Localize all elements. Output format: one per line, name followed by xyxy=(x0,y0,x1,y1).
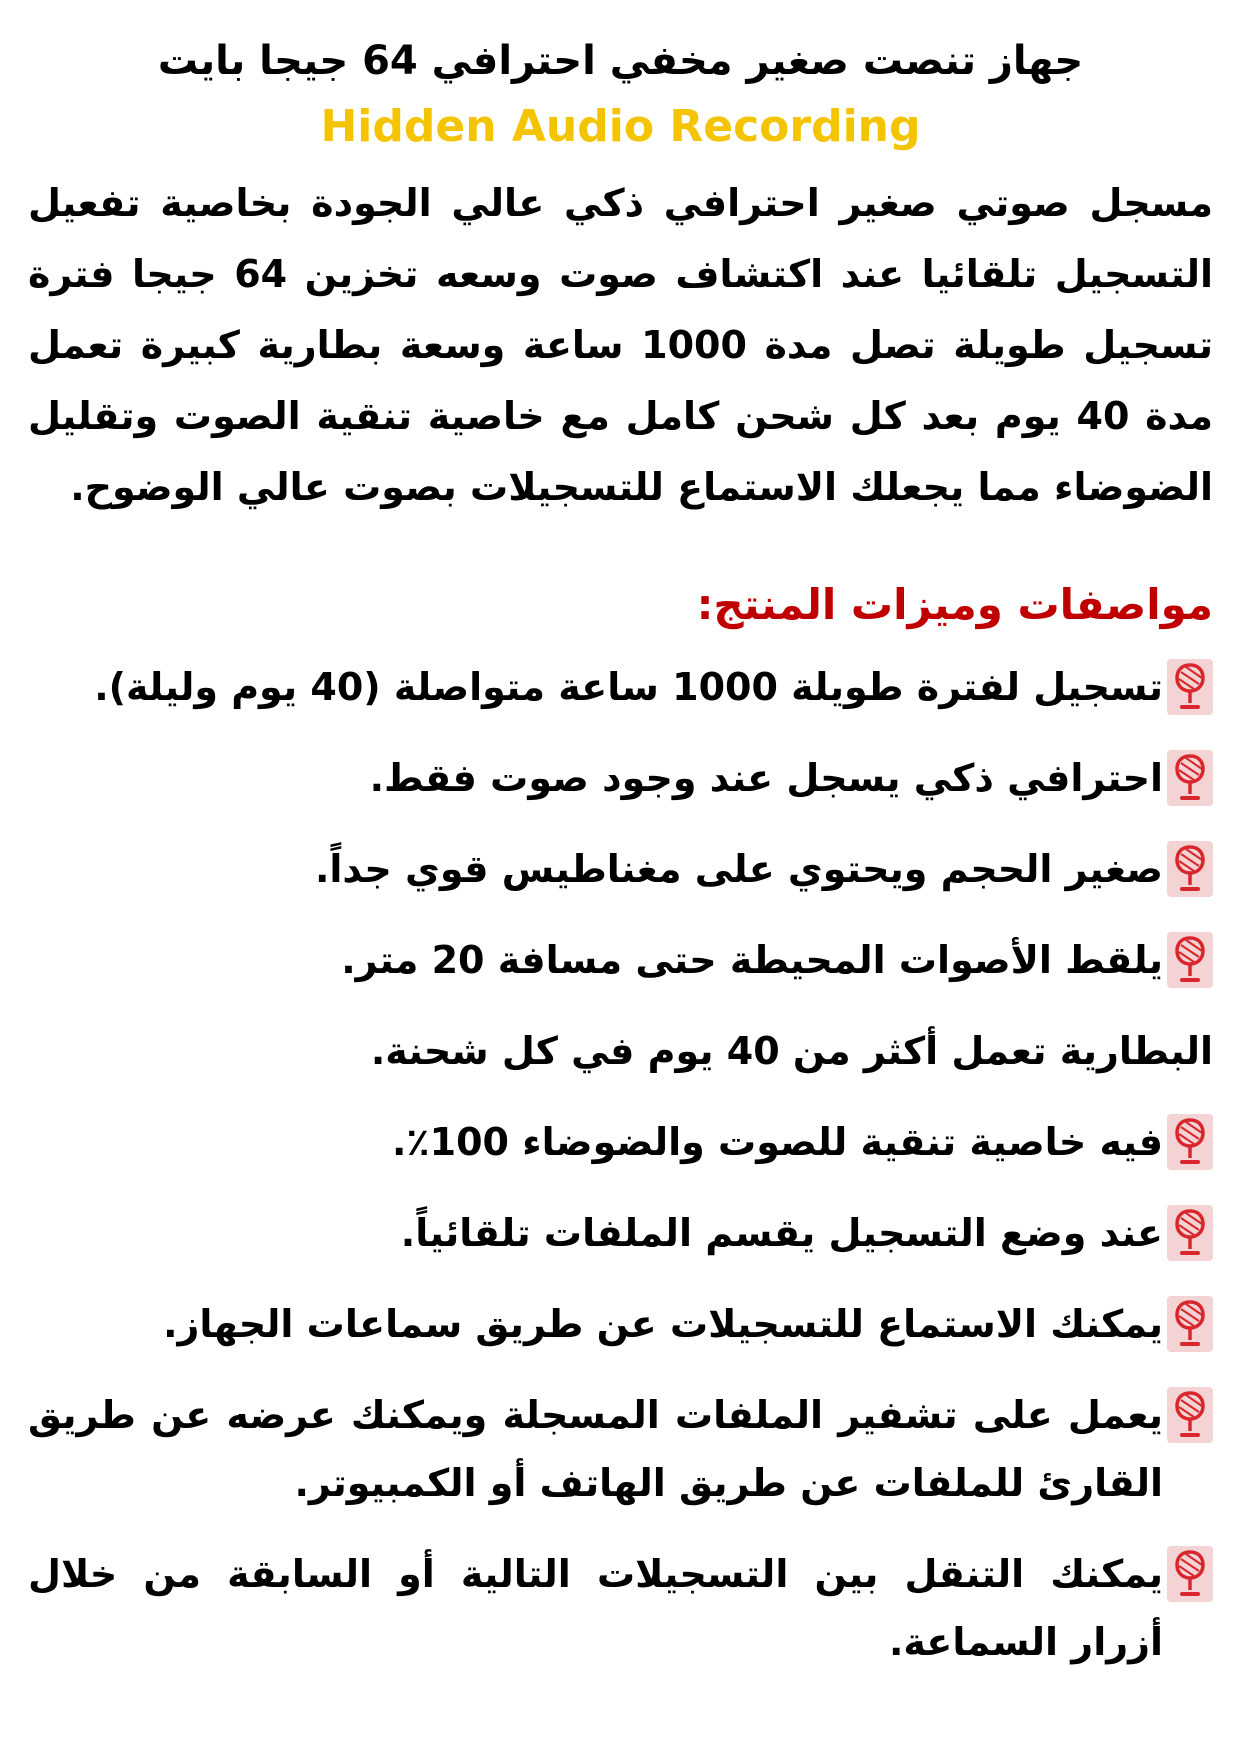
microphone-icon xyxy=(1163,1290,1213,1358)
feature-item xyxy=(28,835,1213,903)
microphone-icon xyxy=(1163,744,1213,812)
section-heading: مواصفات وميزات المنتج: xyxy=(696,580,1213,629)
microphone-icon xyxy=(1163,653,1213,721)
intro-paragraph: مسجل صوتي صغير احترافي ذكي عالي الجودة بخاصية تفعيل التسجيل تلقائيا عند اكتشاف صوت وسعه تخزين 64 جيجا فترة تسجيل طويلة تصل مدة 1000 ساعة وسعة بطارية كبيرة تعمل مدة 40 يوم بعد كل شحن كامل مع خاصية تنقية الصوت وتقليل الضوضاء مما يجعلك الاستماع للتسجيلات بصوت عالي الوضوح. xyxy=(28,181,1214,509)
feature-text: صغير الحجم ويحتوي على مغناطيس قوي جداً. xyxy=(314,847,1163,891)
feature-text: يمكنك الاستماع للتسجيلات عن طريق سماعات الجهاز. xyxy=(163,1302,1163,1346)
feature-item xyxy=(28,744,1213,812)
feature-item xyxy=(28,926,1213,994)
microphone-icon xyxy=(1163,1108,1213,1176)
microphone-icon xyxy=(1163,926,1213,994)
arabic-title: جهاز تنصت صغير مخفي احترافي 64 جيجا بايت xyxy=(157,38,1084,84)
feature-item xyxy=(28,653,1213,721)
feature-text: تسجيل لفترة طويلة 1000 ساعة متواصلة (40 يوم وليلة). xyxy=(94,665,1163,709)
microphone-icon xyxy=(1163,835,1213,903)
feature-text: فيه خاصية تنقية للصوت والضوضاء 100٪. xyxy=(391,1120,1163,1164)
feature-text: احترافي ذكي يسجل عند وجود صوت فقط. xyxy=(369,756,1163,800)
feature-item xyxy=(28,1540,1213,1676)
microphone-icon xyxy=(1163,1381,1213,1449)
feature-text: يعمل على تشفير الملفات المسجلة ويمكنك عرضه عن طريق القارئ للملفات عن طريق الهاتف أو الكمبيوتر. xyxy=(28,1393,1163,1505)
microphone-icon xyxy=(1163,1199,1213,1267)
feature-item xyxy=(28,1108,1213,1176)
feature-item xyxy=(28,1381,1213,1517)
feature-item xyxy=(28,1290,1213,1358)
english-title: Hidden Audio Recording xyxy=(320,101,921,152)
feature-text: عند وضع التسجيل يقسم الملفات تلقائياً. xyxy=(400,1211,1163,1255)
feature-text: يمكنك التنقل بين التسجيلات التالية أو السابقة من خلال أزرار السماعة. xyxy=(28,1552,1163,1664)
feature-text: البطارية تعمل أكثر من 40 يوم في كل شحنة. xyxy=(370,1029,1213,1073)
feature-text: يلقط الأصوات المحيطة حتى مسافة 20 متر. xyxy=(341,938,1163,982)
feature-item xyxy=(28,1017,1213,1085)
features-list xyxy=(28,653,1213,1676)
feature-item xyxy=(28,1199,1213,1267)
microphone-icon xyxy=(1163,1540,1213,1608)
